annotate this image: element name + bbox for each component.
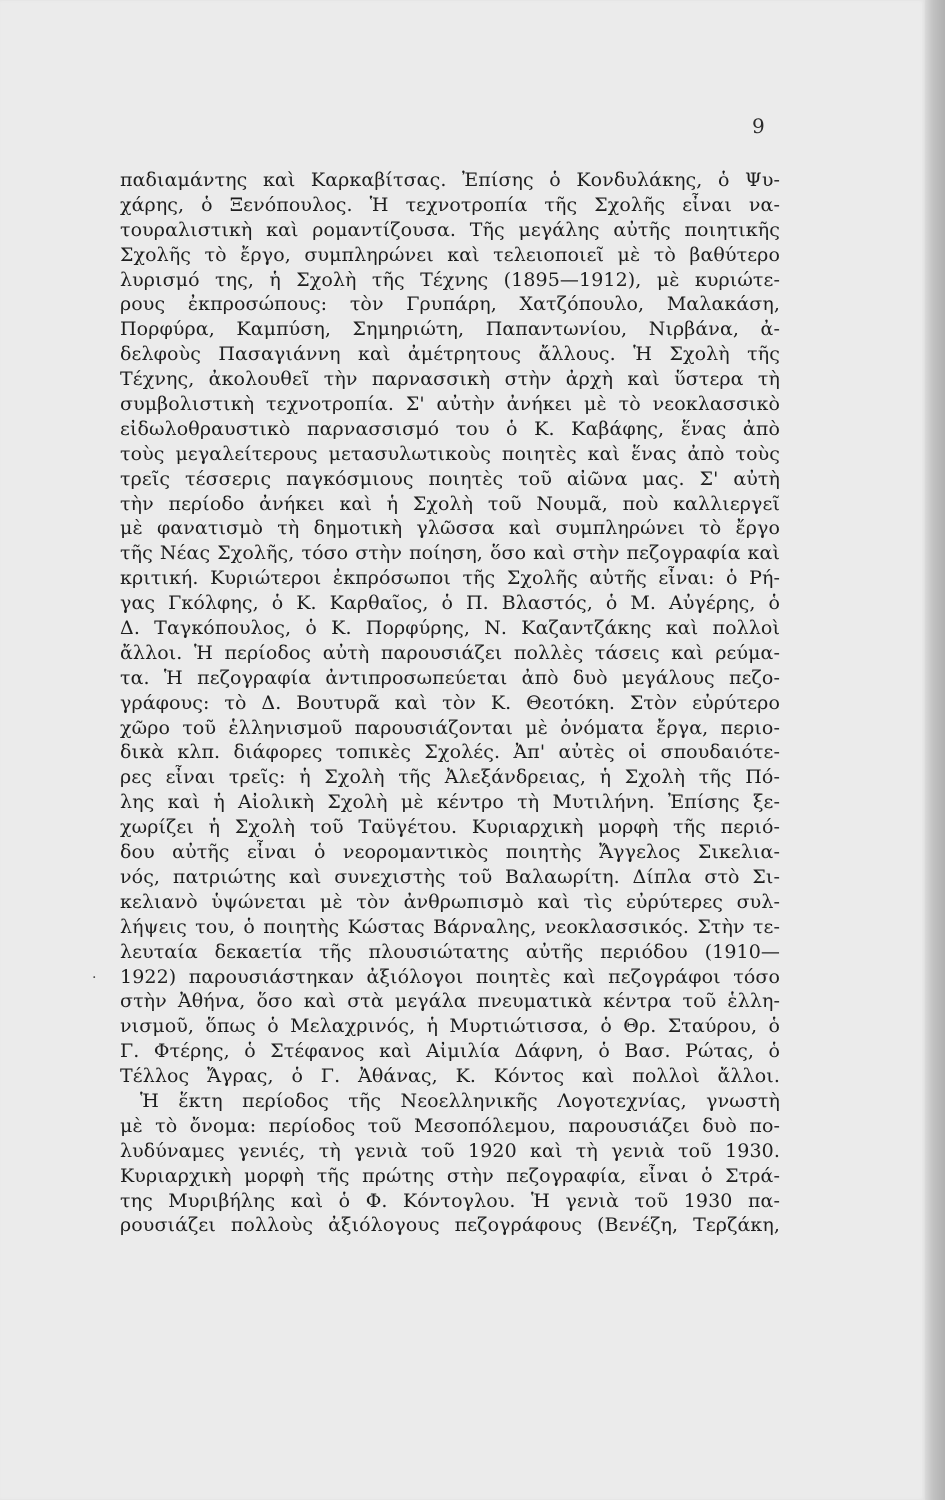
text-line: ρες εἶναι τρεῖς: ἡ Σχολὴ τῆς Ἀλεξάνδρειας, ἡ Σχολὴ τῆς Πό- — [120, 766, 780, 789]
text-line: κελιανὸ ὑψώνεται μὲ τὸν ἀνθρωπισμὸ καὶ τὶς εὐρύτερες συλ- — [120, 890, 780, 913]
text-line: 1922) παρουσιάστηκαν ἀξιόλογοι ποιητὲς καὶ πεζογράφοι τόσο — [120, 965, 780, 988]
text-line: μὲ φανατισμὸ τὴ δημοτικὴ γλῶσσα καὶ συμπληρώνει τὸ ἔργο — [120, 517, 780, 540]
text-line: τρεῖς τέσσερις παγκόσμιους ποιητὲς τοῦ αἰῶνα μας. Σ' αὐτὴ — [120, 467, 780, 490]
text-line: Γ. Φτέρης, ὁ Στέφανος καὶ Αἰμιλία Δάφνη, ὁ Βασ. Ρώτας, ὁ — [120, 1040, 780, 1063]
text-line: τα. Ἡ πεζογραφία ἀντιπροσωπεύεται ἀπὸ δυὸ μεγάλους πεζο- — [120, 666, 780, 689]
text-line: νός, πατριώτης καὶ συνεχιστὴς τοῦ Βαλαωρίτη. Δίπλα στὸ Σι- — [120, 865, 780, 888]
text-line: τοὺς μεγαλείτερους μετασυλωτικοὺς ποιητὲς καὶ ἕνας ἀπὸ τοὺς — [120, 442, 780, 465]
text-line: Τέχνης, ἀκολουθεῖ τὴν παρνασσικὴ στὴν ἀρχὴ καὶ ὕστερα τὴ — [120, 368, 780, 391]
text-line: Τέλλος Ἄγρας, ὁ Γ. Ἀθάνας, Κ. Κόντος καὶ πολλοὶ ἄλλοι. — [120, 1065, 780, 1088]
text-line: λης καὶ ἡ Αἰολικὴ Σχολὴ μὲ κέντρο τὴ Μυτιλήνη. Ἐπίσης ξε- — [120, 791, 780, 814]
text-line: νισμοῦ, ὅπως ὁ Μελαχρινός, ἡ Μυρτιώτισσα, ὁ Θρ. Σταύρου, ὁ — [120, 1015, 780, 1038]
text-line: της Μυριβήλης καὶ ὁ Φ. Κόντογλου. Ἡ γενιὰ τοῦ 1930 πα- — [120, 1189, 780, 1212]
text-line: Πορφύρα, Καμπύση, Σημηριώτη, Παπαντωνίου, Νιρβάνα, ἀ- — [120, 318, 780, 341]
text-line: εἰδωλοθραυστικὸ παρνασσισμό του ὁ Κ. Καβάφης, ἕνας ἀπὸ — [120, 417, 780, 440]
text-line: γράφους: τὸ Δ. Βουτυρᾶ καὶ τὸν Κ. Θεοτόκη. Στὸν εὐρύτερο — [120, 691, 780, 714]
text-line: Κυριαρχικὴ μορφὴ τῆς πρώτης στὴν πεζογραφία, εἶναι ὁ Στρά- — [120, 1164, 780, 1187]
text-line: δελφοὺς Πασαγιάννη καὶ ἀμέτρητους ἄλλους. Ἡ Σχολὴ τῆς — [120, 343, 780, 366]
text-line: συμβολιστικὴ τεχνοτροπία. Σ' αὐτὴν ἀνήκει μὲ τὸ νεοκλασσικὸ — [120, 393, 780, 416]
text-line: ἄλλοι. Ἡ περίοδος αὐτὴ παρουσιάζει πολλὲς τάσεις καὶ ρεύμα- — [120, 641, 780, 664]
text-line: λυρισμό της, ἡ Σχολὴ τῆς Τέχνης (1895—1912), μὲ κυριώτε- — [120, 268, 780, 291]
text-line: στὴν Ἀθήνα, ὅσο καὶ στὰ μεγάλα πνευματικὰ κέντρα τοῦ ἑλλη- — [120, 990, 780, 1013]
text-line: μὲ τὸ ὄνομα: περίοδος τοῦ Μεσοπόλεμου, παρουσιάζει δυὸ πο- — [120, 1114, 780, 1137]
text-line: δου αὐτῆς εἶναι ὁ νεορομαντικὸς ποιητὴς Ἄγγελος Σικελια- — [120, 841, 780, 864]
text-line: τουραλιστικὴ καὶ ρομαντίζουσα. Τῆς μεγάλης αὐτῆς ποιητικῆς — [120, 218, 780, 241]
text-line: λυδύναμες γενιές, τὴ γενιὰ τοῦ 1920 καὶ τὴ γενιὰ τοῦ 1930. — [120, 1139, 780, 1162]
page-number: 9 — [752, 114, 765, 138]
text-line: χάρης, ὁ Ξενόπουλος. Ἡ τεχνοτροπία τῆς Σχολῆς εἶναι να- — [120, 193, 780, 216]
text-line: κριτική. Κυριώτεροι ἐκπρόσωποι τῆς Σχολῆς αὐτῆς εἶναι: ὁ Ρή- — [120, 567, 780, 590]
text-line: παδιαμάντης καὶ Καρκαβίτσας. Ἐπίσης ὁ Κονδυλάκης, ὁ Ψυ- — [120, 169, 780, 191]
page-edge — [925, 0, 945, 1500]
text-line: τὴν περίοδο ἀνήκει καὶ ἡ Σχολὴ τοῦ Νουμᾶ, ποὺ καλλιεργεῖ — [120, 492, 780, 515]
text-line: χωρίζει ἡ Σχολὴ τοῦ Ταϋγέτου. Κυριαρχικὴ μορφὴ τῆς περιό- — [120, 816, 780, 839]
text-line: Σχολῆς τὸ ἔργο, συμπληρώνει καὶ τελειοποιεῖ μὲ τὸ βαθύτερο — [120, 243, 780, 266]
text-line: Δ. Ταγκόπουλος, ὁ Κ. Πορφύρης, Ν. Καζαντζάκης καὶ πολλοὶ — [120, 617, 780, 640]
body-text — [120, 168, 780, 1238]
text-line: χῶρο τοῦ ἑλληνισμοῦ παρουσιάζονται μὲ ὀνόματα ἔργα, περιο- — [120, 716, 780, 739]
margin-mark: . — [92, 966, 97, 982]
text-line: τῆς Νέας Σχολῆς, τόσο στὴν ποίηση, ὅσο καὶ στὴν πεζογραφία καὶ — [120, 542, 780, 565]
text-line: γας Γκόλφης, ὁ Κ. Καρθαῖος, ὁ Π. Βλαστός, ὁ Μ. Αὐγέρης, ὁ — [120, 592, 780, 615]
text-line: λευταία δεκαετία τῆς πλουσιώτατης αὐτῆς περιόδου (1910— — [120, 940, 780, 963]
text-line: ρους ἐκπροσώπους: τὸν Γρυπάρη, Χατζόπουλο, Μαλακάση, — [120, 293, 780, 316]
text-line: λήψεις του, ὁ ποιητὴς Κώστας Βάρναλης, νεοκλασσικός. Στὴν τε- — [120, 915, 780, 938]
text-line: Ἡ ἕκτη περίοδος τῆς Νεοελληνικῆς Λογοτεχνίας, γνωστὴ — [140, 1089, 780, 1112]
text-line: ρουσιάζει πολλοὺς ἀξιόλογους πεζογράφους (Βενέζη, Τερζάκη, — [120, 1214, 780, 1237]
text-line: δικὰ κλπ. διάφορες τοπικὲς Σχολές. Ἀπ' αὐτὲς οἱ σπουδαιότε- — [120, 741, 780, 764]
